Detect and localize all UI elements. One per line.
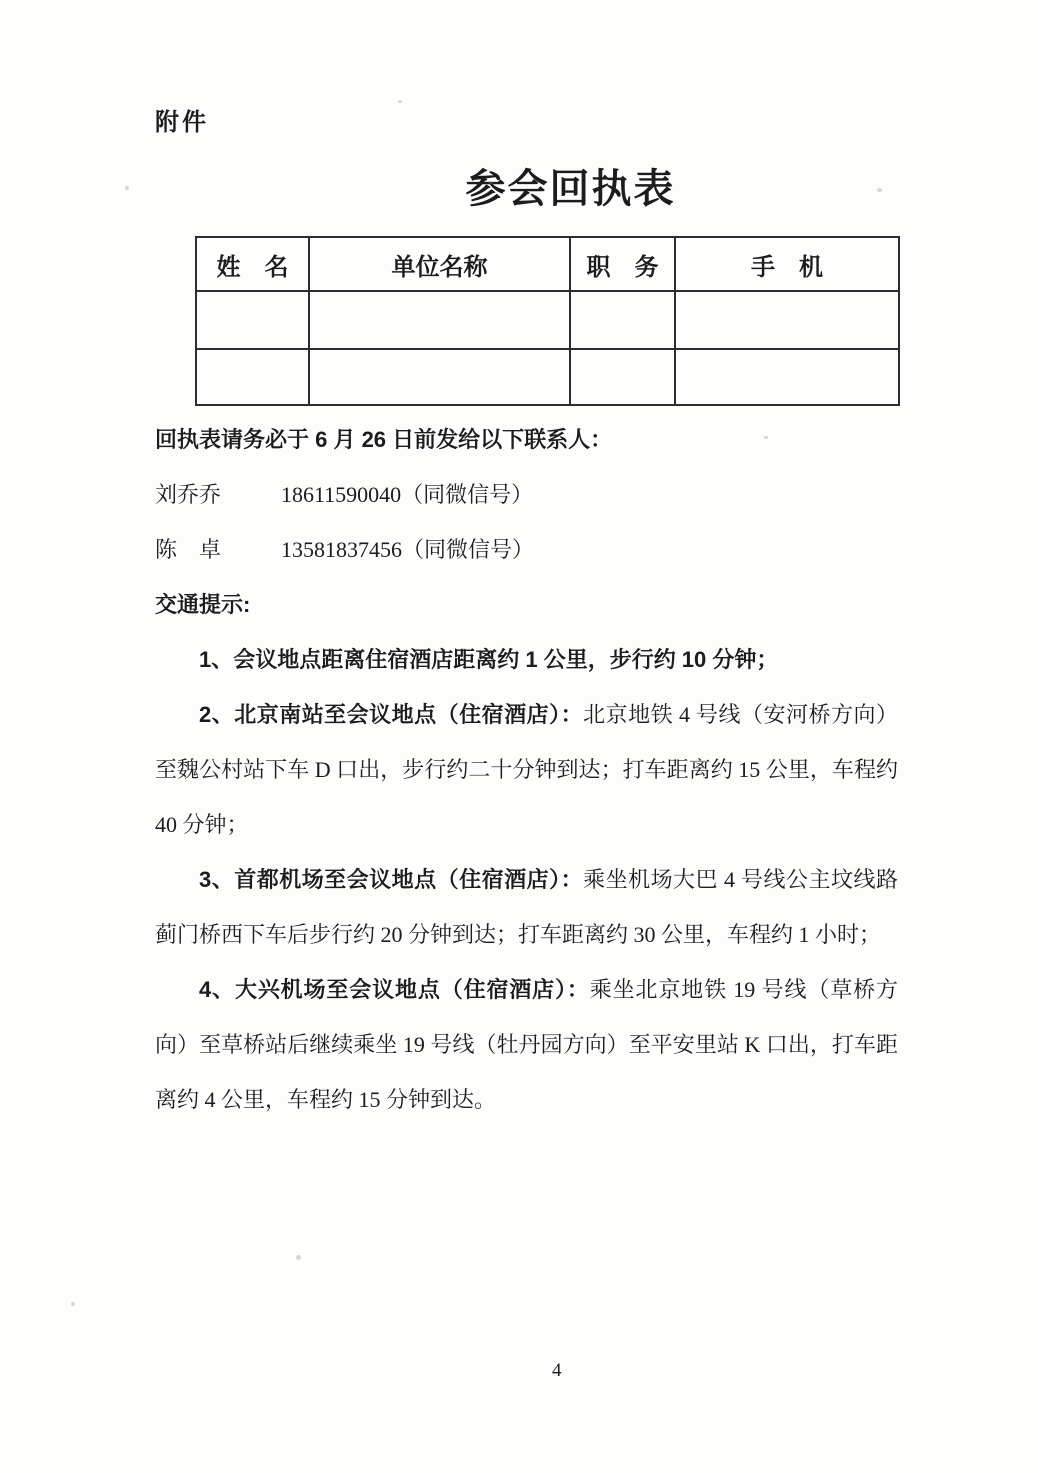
table-cell-empty	[309, 349, 570, 405]
contact-phone: 13581837456（同微信号）	[281, 537, 535, 562]
table-cell-empty	[196, 291, 309, 349]
table-cell-empty	[570, 349, 675, 405]
table-cell-empty	[570, 291, 675, 349]
traffic-tip-2-text: 北京地铁 4 号线（安河桥方向）至魏公村站下车 D 口出，步行约二十分钟到达；打车距离约 15 公里，车程约 40 分钟；	[155, 702, 898, 837]
scan-artifact	[71, 1302, 75, 1306]
table-row	[196, 349, 899, 405]
scan-artifact	[296, 1255, 301, 1260]
scan-artifact	[398, 100, 402, 103]
contact-line	[155, 467, 898, 522]
attachment-label: 附件	[155, 110, 209, 136]
table-header-name: 姓 名	[196, 237, 309, 291]
page-number: 4	[552, 1360, 562, 1381]
reply-deadline-notice: 回执表请务必于 6 月 26 日前发给以下联系人：	[155, 427, 613, 452]
table-cell-empty	[675, 291, 899, 349]
contact-name: 陈 卓	[155, 537, 222, 562]
traffic-tip-3-text: 乘坐机场大巴 4 号线公主坟线路蓟门桥西下车后步行约 20 分钟到达；打车距离约 30 公里，车程约 1 小时；	[155, 867, 898, 947]
body-text	[155, 412, 898, 1127]
table-header-organization: 单位名称	[309, 237, 570, 291]
scan-artifact	[125, 186, 129, 190]
traffic-tip-1-bold: 1、会议地点距离住宿酒店距离约 1 公里，步行约 10 分钟；	[199, 647, 779, 672]
scan-artifact	[764, 436, 768, 439]
traffic-tip-4-text: 乘坐北京地铁 19 号线（草桥方向）至草桥站后继续乘坐 19 号线（牡丹园方向）至平安里站 K 口出，打车距离约 4 公里，车程约 15 分钟到达。	[155, 977, 898, 1112]
traffic-tip-2	[155, 687, 898, 852]
table-cell-empty	[196, 349, 309, 405]
page-title: 参会回执表	[465, 167, 676, 211]
traffic-tip-2-bold: 2、北京南站至会议地点（住宿酒店）：	[199, 702, 584, 727]
reply-form-table	[195, 236, 900, 406]
table-header-mobile: 手 机	[675, 237, 899, 291]
contact-line	[155, 522, 898, 577]
traffic-tip-4-bold: 4、大兴机场至会议地点（住宿酒店）：	[199, 977, 590, 1002]
traffic-tip-1	[155, 632, 898, 687]
traffic-tip-3	[155, 852, 898, 962]
contact-phone: 18611590040（同微信号）	[281, 482, 534, 507]
scan-artifact	[877, 188, 882, 192]
table-row	[196, 291, 899, 349]
contact-name: 刘乔乔	[155, 482, 222, 507]
table-cell-empty	[309, 291, 570, 349]
traffic-tips-heading: 交通提示:	[155, 592, 251, 617]
traffic-tip-3-bold: 3、首都机场至会议地点（住宿酒店）：	[199, 867, 584, 892]
table-cell-empty	[675, 349, 899, 405]
traffic-tip-4	[155, 962, 898, 1127]
table-header-row	[196, 237, 899, 291]
table-header-position: 职 务	[570, 237, 675, 291]
scan-artifact	[489, 181, 493, 184]
